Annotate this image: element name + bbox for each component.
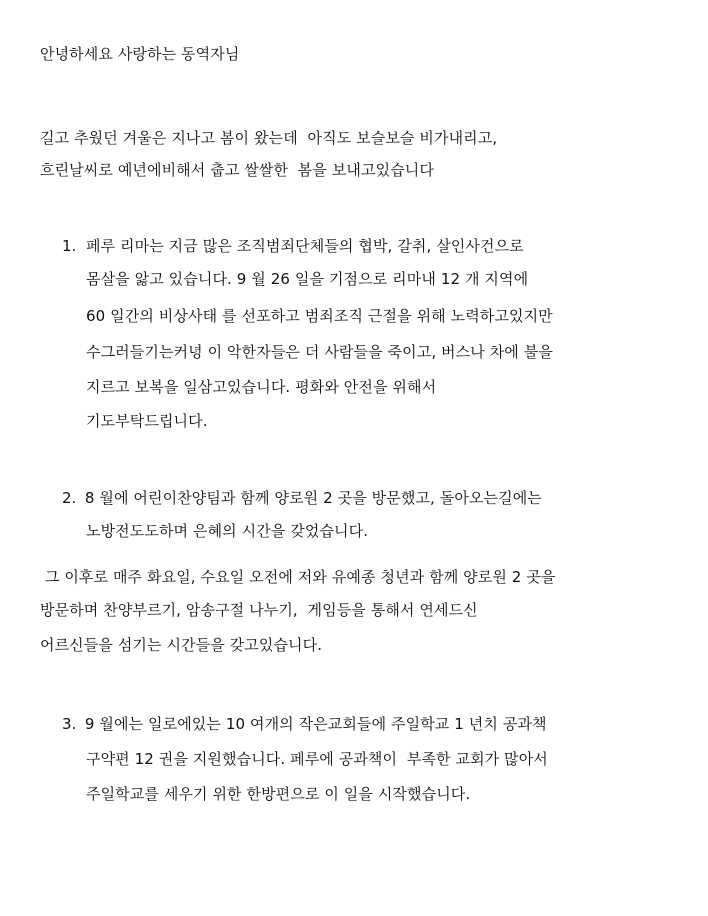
item-1-line-5: 지르고 보복을 일삼고있습니다. 평화와 안전을 위해서 [86, 378, 437, 396]
intro-line-1: 길고 추웠던 겨울은 지나고 봄이 왔는데 아직도 보슬보슬 비가내리고, [40, 129, 498, 147]
item-1-line-3: 60 일간의 비상사태 를 선포하고 범죄조직 근절을 위해 노력하고있지만 [86, 307, 553, 325]
greeting-line: 안녕하세요 사랑하는 동역자님 [40, 45, 240, 63]
item-2-line-1: 8 월에 어린이찬양팀과 함께 양로원 2 곳을 방문했고, 돌아오는길에는 [80, 489, 542, 507]
item-1-line-1: 페루 리마는 지금 많은 조직범죄단체들의 협박, 갈취, 살인사건으로 [86, 237, 524, 255]
item-2-followup-line-1: 그 이후로 매주 화요일, 수요일 오전에 저와 유예종 청년과 함께 양로원 2 곳을 [40, 568, 556, 586]
item-2-line-2: 노방전도도하며 은혜의 시간을 갖었습니다. [86, 522, 369, 540]
item-number: 1. [62, 237, 77, 255]
item-2-followup-line-3: 어르신들을 섬기는 시간들을 갖고있습니다. [40, 636, 323, 654]
item-3-line-1: 9 월에는 일로에있는 10 여개의 작은교회들에 주일학교 1 년치 공과책 [80, 715, 547, 733]
item-number: 2. [62, 489, 77, 507]
intro-line-2: 흐린날씨로 예년에비해서 춥고 쌀쌀한 봄을 보내고있습니다 [40, 161, 434, 179]
item-3-line-2: 구약편 12 권을 지원했습니다. 페루에 공과책이 부족한 교회가 많아서 [86, 750, 548, 768]
item-2-followup-line-2: 방문하며 찬양부르기, 암송구절 나누기, 게임등을 통해서 연세드신 [40, 601, 478, 619]
item-3-line-3: 주일학교를 세우기 위한 한방편으로 이 일을 시작했습니다. [86, 785, 471, 803]
item-1-line-6: 기도부탁드립니다. [86, 412, 208, 430]
item-1-line-2: 몸살을 앓고 있습니다. 9 월 26 일을 기점으로 리마내 12 개 지역에 [86, 270, 529, 288]
item-number: 3. [62, 715, 77, 733]
item-1-line-4: 수그러들기는커녕 이 악한자들은 더 사람들을 죽이고, 버스나 차에 불을 [86, 343, 553, 361]
